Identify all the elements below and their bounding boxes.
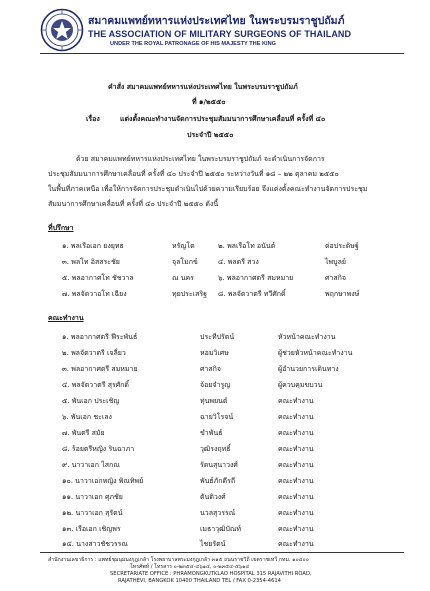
member-role: คณะทำงาน [278,413,314,421]
member-surname: จ้อยจำรูญ [200,381,231,389]
member-surname: ตันติวงศ์ [200,493,226,501]
member-name: ๕. พันเอก ประเชิญ [62,397,120,405]
member-surname: ไชยรัตน์ [200,540,226,548]
body-line-3: ในพื้นที่ภาคเหนือ เพื่อให้การจัดการประชุมดำเนินไปด้วยความเรียบร้อย จึงแต่งตั้งคณะทำงานจัดการประชุม [48,185,368,193]
member-role: คณะทำงาน [278,493,314,501]
advisor-surname: ศาสกิจ [325,274,346,282]
member-surname: หอมวิเศษ [200,349,229,357]
advisors-heading: ที่ปรึกษา [48,224,74,232]
advisor-name: ๒. พลเรือโท อนันต์ [218,242,276,250]
member-name: ๑๐. นาวาเอกหญิง พิณทิพย์ [62,477,144,485]
letterhead-divider [40,53,404,54]
member-surname: ฉายวิโรจน์ [200,413,234,421]
member-surname: วุฒิรงฤทธิ์ [200,445,231,453]
member-surname: ศาสกิจ [200,365,221,373]
member-surname: พันธ์ภักดีรถี [200,477,236,485]
footer-address-english: SECRETARIATE OFFICE : PHRAMONGKUTKLAO HOSPITAL 315 RAJAVITHI ROAD, [110,571,312,577]
advisor-name: ๕. พลอากาศโท ชัชวาล [62,274,134,282]
member-role: คณะทำงาน [278,461,314,469]
member-role: คณะทำงาน [278,477,314,485]
subject-label: เรื่อง [86,115,100,123]
organization-name-thai: สมาคมแพทย์ทหารแห่งประเทศไทย ในพระบรมราชูปถัมภ์ [88,15,345,27]
association-seal-icon [40,8,84,52]
member-name: ๑๓. เรือเอก เชิญพร [62,525,121,533]
advisor-surname: ทุยประเสริฐ [172,290,207,298]
body-line-4: สัมมนาการศึกษาเคลื่อนที่ ครั้งที่ ๔๐ ประจำปี ๒๕๕๐ ดังนี้ [48,200,219,208]
advisor-name: ๖. พลอากาศตรี สมหมาย [218,274,294,282]
advisor-surname: พฤกษาพงษ์ [325,290,360,298]
member-role: คณะทำงาน [278,445,314,453]
member-name: ๑๔. นางสาวชัชวรรณ [62,540,128,548]
member-name: ๖. พันเอก ชะเลง [62,413,112,421]
advisor-name: ๓. พลโท อิสสระชัย [62,258,120,266]
advisor-surname: จุลโมกข์ [172,258,198,266]
member-surname: นวลสุวรรณ์ [200,509,236,517]
member-surname: รัตนสุนาวงศ์ [200,461,238,469]
order-number: ที่ ๑/๒๕๕๐ [192,98,226,106]
member-role: ผู้ช่วยหัวหน้าคณะทำงาน [278,349,353,357]
member-role: คณะทำงาน [278,525,314,533]
member-role: ผู้ควบคุมขบวน [278,381,323,389]
order-title: คำสั่ง สมาคมแพทย์ทหารแห่งประเทศไทย ในพระบรมราชูปถัมภ์ [108,83,298,91]
advisor-surname: หรัญโต [172,242,195,250]
member-surname: เมธาวุฒิบัณท์ [200,525,242,533]
member-role: คณะทำงาน [278,540,314,548]
advisor-name: ๗. พลจัตวาอโท เฉียง [62,290,127,298]
member-role: คณะทำงาน [278,429,314,437]
member-name: ๓. พลอากาศตรี สมหมาย [62,365,138,373]
member-name: ๗. พันตรี สมัย [62,429,105,437]
member-role: คณะทำงาน [278,509,314,517]
advisor-surname: ณ นคร [172,274,194,282]
advisor-name: ๘. พลจัตวาตรี ทวีศักดิ์ [218,290,286,298]
member-name: ๑. พลอากาศตรี ฟีระพันธ์ [62,333,138,341]
advisor-surname: ไพบูลย์ [325,258,346,266]
member-name: ๔. พลจัตวาตรี สุรศักดิ์ [62,381,129,389]
footer-address-thai: สำนักงานเลขาธิการ : แพทย์ชุมนุมมงกุฎเกล้า โรงพยาบาลพระมงกุฎเกล้า ๓๑๕ ถนนราชวิถี เขตราชเทวี กทม. ๑๐๔๐๐ [48,557,309,563]
member-role: หัวหน้าคณะทำงาน [278,333,336,341]
subject-text: แต่งตั้งคณะทำงานจัดการประชุมสัมมนาการศึกษาเคลื่อนที่ ครั้งที่ ๔๐ [120,115,326,123]
footer-divider [40,552,404,553]
royal-patronage-line: UNDER THE ROYAL PATRONAGE OF HIS MAJESTY THE KING [110,41,276,47]
member-name: ๑๒. นาวาเอก สุรัตน์ [62,509,123,517]
advisor-name: ๔. พลตรี สวง [218,258,259,266]
organization-name-english: THE ASSOCIATION OF MILITARY SURGEONS OF THAILAND [88,29,352,39]
member-surname: ขำพันธ์ [200,429,223,437]
order-year: ประจำปี ๒๕๕๐ [187,131,234,139]
body-line-1: ด้วย สมาคมแพทย์ทหารแห่งประเทศไทย ในพระบรมราชูปถัมภ์ จะดำเนินการจัดการ [76,155,325,163]
member-role: คณะทำงาน [278,397,314,405]
body-line-2: ประชุมสัมมนาการศึกษาเคลื่อนที่ ครั้งที่ ๔๐ ประจำปี ๒๕๕๐ ระหว่างวันที่ ๑๘ – ๒๒ ตุลาคม ๒๕๕๐ [48,170,339,178]
advisor-surname: ต่อประดิษฐ์ [325,242,359,250]
member-surname: ประทีปรัตน์ [200,333,235,341]
member-name: ๘. ร้อยตรีหญิง รินฉาภา [62,445,135,453]
member-role: ผู้อำนวยการเดินทาง [278,365,339,373]
footer-phone-english: RAJATHEVI, BANGKOK 10400 THAILAND TEL / FAX 0-2354-4614 [118,578,281,584]
member-name: ๙. นาวาเอก ไสกณ [62,461,120,469]
committee-heading: คณะทำงาน [48,314,84,322]
footer-phone-thai: โทรศัพท์ / โทรสาร ๐-๒๓๕๔-๔๖๑๔, ๐-๒๓๕๔-๕๖๑๔ [130,564,250,570]
member-name: ๑๑. นาวาเอก ศุภชัย [62,493,123,501]
advisor-name: ๑. พลเรือเอก ยงยุทธ [62,242,124,250]
member-surname: ทุ่นพยนต์ [200,397,228,405]
member-name: ๒. พลจัตวาตรี เจลี่ยว [62,349,126,357]
